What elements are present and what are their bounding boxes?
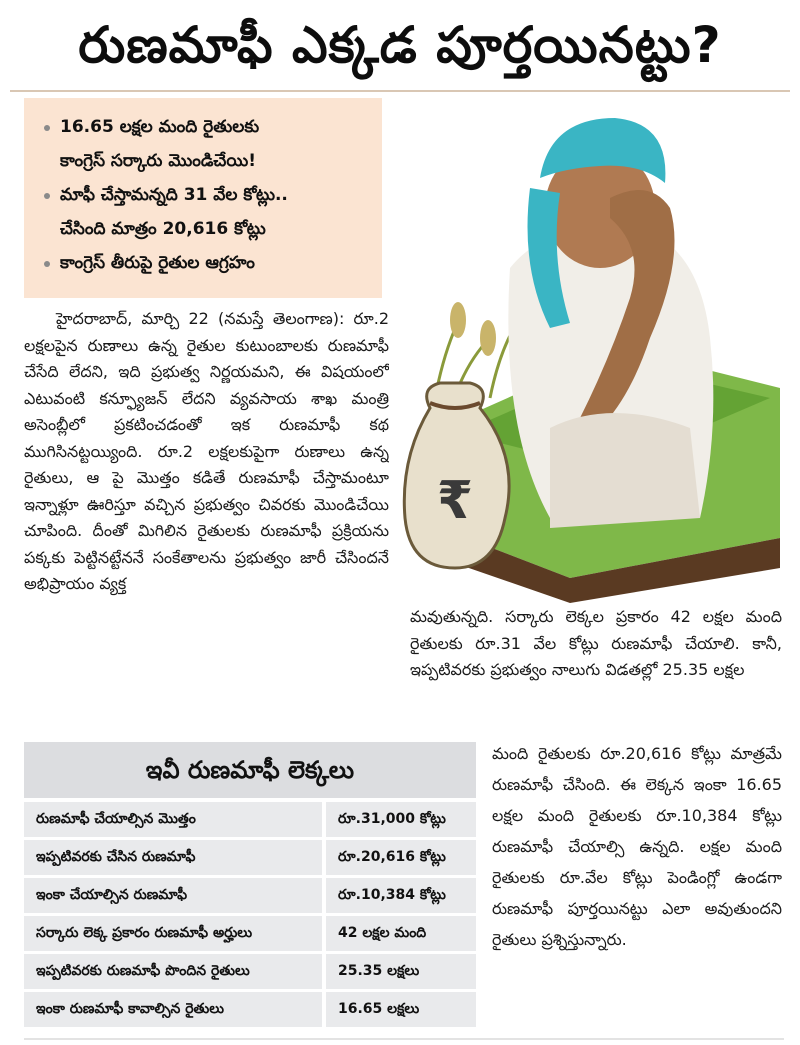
table-row: [24, 992, 476, 1027]
highlight-item-cont: కాంగ్రెస్ సర్కారు మొండిచేయి!: [60, 151, 256, 171]
highlight-item-cont: చేసింది మాత్రం 20,616 కోట్లు: [60, 219, 266, 239]
table-cell-value: 25.35 లక్షలు: [326, 954, 476, 989]
table-cell-value: రూ.10,384 కోట్లు: [326, 878, 476, 913]
bullet-icon: [44, 125, 50, 131]
farmer-photo: [400, 98, 780, 603]
table-cell-value: 16.65 లక్షలు: [326, 992, 476, 1027]
bullet-icon: [44, 261, 50, 267]
table-cell-label: ఇప్పటివరకు రుణమాఫీ పొందిన రైతులు: [24, 954, 322, 989]
rupee-money-bag-icon: ₹: [436, 471, 474, 531]
headline: రుణమాఫీ ఎక్కడ పూర్తయినట్టు?: [78, 16, 722, 74]
highlight-item: మాఫీ చేస్తామన్నది 31 వేల కోట్లు..: [38, 178, 374, 212]
table-cell-label: సర్కారు లెక్క ప్రకారం రుణమాఫీ అర్హులు: [24, 916, 322, 951]
article-right-column-top: మవుతున్నది. సర్కారు లెక్కల ప్రకారం 42 లక్షల మంది రైతులకు రూ.31 వేల కోట్లు రుణమాఫీ చేయాలి. కానీ, ఇప్పటివరకు ప్రభుత్వం నాలుగు విడతల్లో 25.35 లక్షల: [410, 607, 782, 679]
table-cell-value: రూ.20,616 కోట్లు: [326, 840, 476, 875]
table-row: [24, 916, 476, 951]
loan-waiver-table: [24, 742, 476, 1034]
table-cell-label: ఇంకా రుణమాఫీ కావాల్సిన రైతులు: [24, 992, 322, 1027]
table-cell-value: రూ.31,000 కోట్లు: [326, 802, 476, 837]
table-row: [24, 878, 476, 913]
article-left-column: [24, 306, 389, 726]
article-right-column-bottom: మంది రైతులకు రూ.20,616 కోట్లు మాత్రమే రుణమాఫీ చేసింది. ఈ లెక్కన ఇంకా 16.65 లక్షల మంది రైతులకు రూ.10,384 కోట్లు రుణమాఫీ చేయాల్సి ఉన్నది. లక్షల మంది రైతులకు రూ.వేల కోట్లు పెండింగ్లో ఉండగా రుణమాఫీ పూర్తయినట్టు ఎలా అవుతుందని రైతులు ప్రశ్నిస్తున్నారు.: [492, 744, 782, 949]
farmer-dhoti: [550, 413, 700, 528]
table-row: [24, 802, 476, 837]
highlight-item: కాంగ్రెస్ తీరుపై రైతుల ఆగ్రహం: [38, 246, 374, 280]
table-cell-label: రుణమాఫీ చేయాల్సిన మొత్తం: [24, 802, 322, 837]
table-cell-value: 42 లక్షల మంది: [326, 916, 476, 951]
table-title: ఇవీ రుణమాఫీ లెక్కలు: [24, 742, 476, 798]
table-cell-label: ఇప్పటివరకు చేసిన రుణమాఫీ: [24, 840, 322, 875]
headline-divider: [10, 90, 790, 92]
article-paragraph: హైదరాబాద్, మార్చి 22 (నమస్తే తెలంగాణ): రూ.2 లక్షలపైన రుణాలు ఉన్న రైతుల కుటుంబాలకు రుణమాఫీ చేసేది లేదని, ఇది ప్రభుత్వ నిర్ణయమని, ఈ విషయంలో ఎటువంటి కన్ఫ్యూజన్ లేదని వ్యవసాయ శాఖ మంత్రి అసెంబ్లీలో ప్రకటించడంతో ఇక రుణమాఫీ కథ ముగిసినట్టయ్యింది. రూ.2 లక్షలకుపైగా రుణాలు ఉన్న రైతులు, ఆ పై మొత్తం కడితే రుణమాఫీ చేస్తామంటూ ఇన్నాళ్లూ ఊరిస్తూ వచ్చిన ప్రభుత్వం చివరకు మొండిచేయి చూపింది. దీంతో మిగిలిన రైతులకు రుణమాఫీ ప్రక్రియను పక్కకు పెట్టినట్టేననే సంకేతాలను ప్రభుత్వం జారీ చేసిందనే అభిప్రాయం వ్యక్త: [24, 309, 389, 593]
table-row: [24, 840, 476, 875]
table-row: [24, 954, 476, 989]
bottom-divider: [24, 1038, 784, 1040]
highlights-box: [24, 98, 382, 298]
table-cell-label: ఇంకా చేయాల్సిన రుణమాఫీ: [24, 878, 322, 913]
highlight-item: 16.65 లక్షల మంది రైతులకు: [38, 110, 374, 144]
bullet-icon: [44, 193, 50, 199]
farmer-illustration: [400, 98, 780, 603]
